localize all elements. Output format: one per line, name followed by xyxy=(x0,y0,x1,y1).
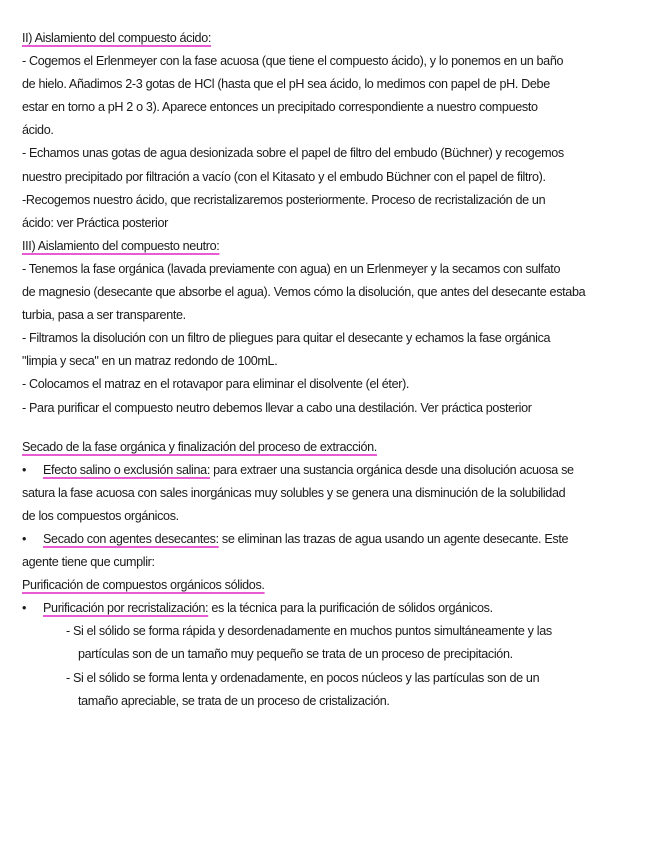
bullet-item xyxy=(22,459,632,482)
text-line: "limpia y seca" en un matraz redondo de 100mL. xyxy=(22,354,278,369)
bullet-icon: • xyxy=(22,531,27,546)
section-heading xyxy=(22,436,632,459)
term: Efecto salino o exclusión salina: xyxy=(43,462,210,477)
sub-item-cont: partículas son de un tamaño muy pequeño se trata de un proceso de precipitación. xyxy=(78,647,513,662)
text-line: nuestro precipitado por filtración a vacío (con el Kitasato y el embudo Büchner con el papel de filtro). xyxy=(22,169,546,184)
text-line: satura la fase acuosa con sales inorgánicas muy solubles y se genera una disminución de la solubilidad xyxy=(22,485,566,500)
spacer xyxy=(22,420,632,436)
text-line: ácido. xyxy=(22,123,54,138)
bullet-icon: • xyxy=(22,601,27,616)
text-line: - Filtramos la disolución con un filtro de pliegues para quitar el desecante y echamos la fase orgánica xyxy=(22,331,551,346)
section-heading xyxy=(22,27,632,50)
text-line: - Tenemos la fase orgánica (lavada previamente con agua) en un Erlenmeyer y la secamos con sulfato xyxy=(22,261,561,276)
section-ii-heading: II) Aislamiento del compuesto ácido: xyxy=(22,31,212,45)
term: Secado con agentes desecantes: xyxy=(43,531,219,546)
definition: se eliminan las trazas de agua usando un agente desecante. Este xyxy=(218,531,569,546)
definition: para extraer una sustancia orgánica desde una disolución acuosa se xyxy=(209,462,574,477)
text-line: - Echamos unas gotas de agua desionizada sobre el papel de filtro del embudo (Büchner) y recogemos xyxy=(22,146,564,161)
section-heading xyxy=(22,574,632,597)
text-line: estar en torno a pH 2 o 3). Aparece entonces un precipitado correspondiente a nuestro compuesto xyxy=(22,100,538,115)
text-line: de magnesio (desecante que absorbe el agua). Vemos cómo la disolución, que antes del desecante estaba xyxy=(22,285,586,300)
text-line: - Para purificar el compuesto neutro debemos llevar a cabo una destilación. Ver práctica posterior xyxy=(22,400,532,415)
bullet-icon: • xyxy=(22,462,27,477)
sub-item: - Si el sólido se forma rápida y desordenadamente en muchos puntos simultáneamente y las xyxy=(66,624,552,639)
sub-item: - Si el sólido se forma lenta y ordenadamente, en pocos núcleos y las partículas son de un xyxy=(66,670,540,685)
text-line: - Colocamos el matraz en el rotavapor para eliminar el disolvente (el éter). xyxy=(22,377,410,392)
bullet-item xyxy=(22,597,632,620)
sub-item-cont: tamaño apreciable, se trata de un proceso de cristalización. xyxy=(78,693,390,708)
section-iii-heading: III) Aislamiento del compuesto neutro: xyxy=(22,238,220,253)
text-line: -Recogemos nuestro ácido, que recristalizaremos posteriormente. Proceso de recristalización de un xyxy=(22,192,546,207)
definition: es la técnica para la purificación de sólidos orgánicos. xyxy=(208,601,493,616)
text-line: agente tiene que cumplir: xyxy=(22,555,155,570)
secado-heading: Secado de la fase orgánica y finalización del proceso de extracción. xyxy=(22,439,377,454)
text-line: - Cogemos el Erlenmeyer con la fase acuosa (que tiene el compuesto ácido), y lo ponemos en un baño xyxy=(22,54,564,69)
text-line: ácido: ver Práctica posterior xyxy=(22,215,168,230)
text-line: de los compuestos orgánicos. xyxy=(22,508,179,523)
term: Purificación por recristalización: xyxy=(43,601,209,616)
text-line: turbia, pasa a ser transparente. xyxy=(22,308,186,323)
purificacion-heading: Purificación de compuestos orgánicos sólidos. xyxy=(22,578,265,593)
section-heading xyxy=(22,235,632,258)
text-line: de hielo. Añadimos 2-3 gotas de HCl (hasta que el pH sea ácido, lo medimos con papel de pH. Debe xyxy=(22,77,550,92)
bullet-item xyxy=(22,528,632,551)
